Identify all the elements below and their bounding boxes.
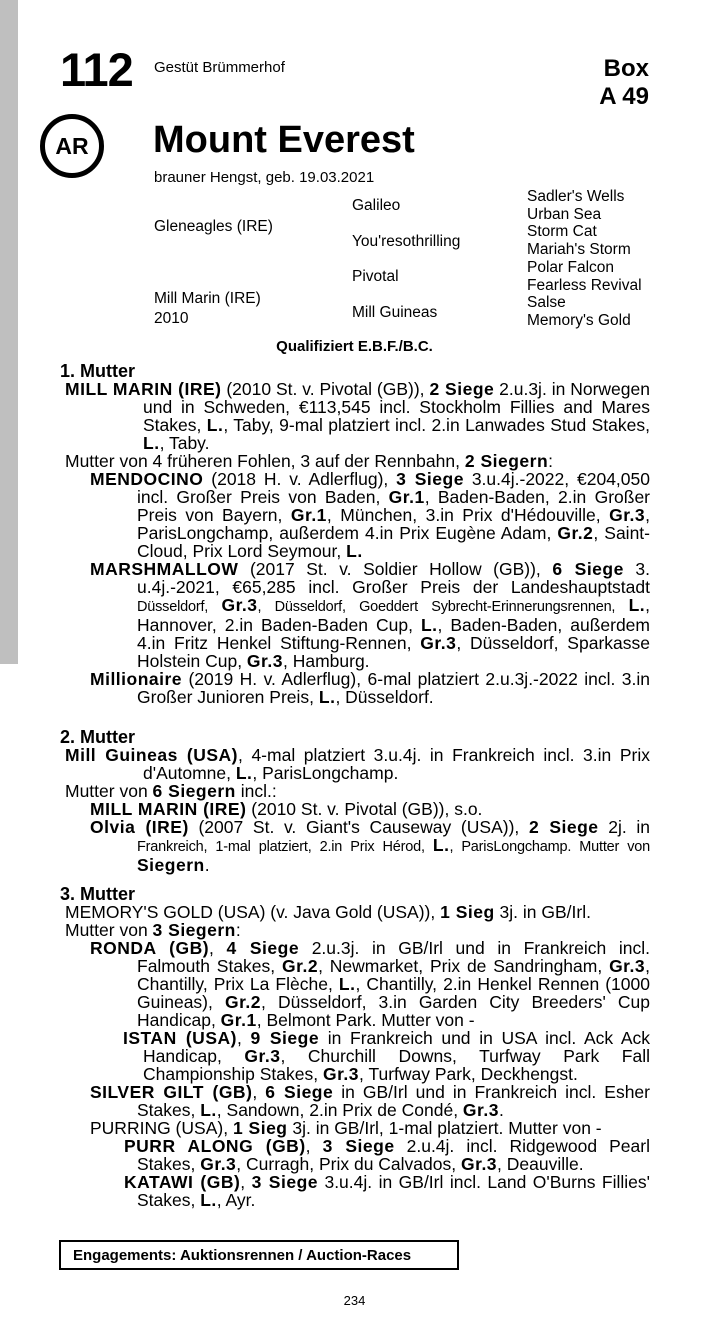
text: , Düsseldorf, Goeddert Sybrecht-Erinnerungsrennen, xyxy=(257,599,629,615)
text: 2.u.4j. incl. Ridgewood Pearl Stakes, xyxy=(137,1136,650,1174)
group-marker: Gr.3 xyxy=(322,1064,360,1084)
winners-count: 6 Siegern xyxy=(152,781,236,801)
group-marker: Gr.3 xyxy=(420,633,457,653)
box-info xyxy=(599,55,649,111)
offspring-name: PURR ALONG (GB) xyxy=(124,1136,306,1156)
lot-number: 112 xyxy=(60,43,133,96)
text: in GB/Irl und in Frankreich incl. Esher Stakes, xyxy=(137,1082,650,1120)
group-marker: Gr.3 xyxy=(244,1046,281,1066)
second-dam-name: Mill Guineas (USA) xyxy=(65,745,238,765)
wins: 3 Siege xyxy=(322,1136,395,1156)
first-dam-name: MILL MARIN (IRE) xyxy=(65,379,222,399)
wins: 3 Siege xyxy=(396,469,464,489)
text: : xyxy=(548,451,554,471)
listed-marker: L. xyxy=(628,595,646,615)
pedigree-gen2-4: Mill Guineas xyxy=(352,304,438,321)
text: , Hamburg. xyxy=(282,651,370,671)
text: , Ayr. xyxy=(216,1190,256,1210)
offspring-olvia xyxy=(60,818,650,874)
text: , Baden-Baden, außerdem 4.in Fritz Henkel Stiftung-Rennen, xyxy=(137,615,650,653)
text: 2j. in xyxy=(598,817,650,837)
text: , Taby. xyxy=(159,433,210,453)
text: MEMORY'S GOLD (USA) (v. Java Gold (USA)), xyxy=(65,902,441,922)
ar-badge: AR xyxy=(40,114,104,178)
text: , Chantilly, Prix La Flèche, xyxy=(137,956,650,994)
text: Mutter von 4 früheren Fohlen, 3 auf der Rennbahn, xyxy=(65,451,465,471)
third-dam-title: 3. Mutter xyxy=(60,884,136,904)
second-dam-section xyxy=(60,728,650,874)
text: , Curragh, Prix du Calvados, xyxy=(236,1154,461,1174)
text: 3. u.4j.-2021, €65,285 incl. Großer Preis der Landeshauptstadt xyxy=(137,559,650,597)
listed-marker: L. xyxy=(432,835,450,855)
wins: 9 Siege xyxy=(250,1028,320,1048)
offspring-name: ISTAN (USA) xyxy=(123,1028,237,1048)
third-dam-produce xyxy=(60,921,650,939)
group-marker: Gr.3 xyxy=(609,505,646,525)
offspring-name: MILL MARIN (IRE) xyxy=(90,799,247,819)
offspring-katawi xyxy=(60,1173,650,1209)
offspring-purr-along xyxy=(60,1137,650,1173)
offspring-name: MENDOCINO xyxy=(90,469,204,489)
listed-marker: L. xyxy=(235,763,253,783)
wins: 6 Siege xyxy=(552,559,624,579)
group-marker: Gr.3 xyxy=(221,595,258,615)
pedigree-gen3-8: Memory's Gold xyxy=(527,312,631,329)
pedigree-dam: Mill Marin (IRE) xyxy=(154,290,261,307)
wins: 4 Siege xyxy=(226,938,300,958)
wins: 3 Siege xyxy=(251,1172,318,1192)
engagements-box: Engagements: Auktionsrennen / Auction-Races xyxy=(59,1240,459,1270)
third-dam-entry xyxy=(60,903,650,921)
text: (2017 St. v. Soldier Hollow (GB)), xyxy=(238,559,553,579)
box-number: A 49 xyxy=(599,83,649,110)
listed-marker: L. xyxy=(206,415,224,435)
text: Mutter von xyxy=(65,920,153,940)
pedigree-gen3-3: Storm Cat xyxy=(527,223,597,240)
text: , Newmarket, Prix de Sandringham, xyxy=(318,956,610,976)
listed-marker: L. xyxy=(318,687,336,707)
box-label: Box xyxy=(603,55,649,82)
wins: 2 Siege xyxy=(429,379,495,399)
listed-marker: L. xyxy=(200,1190,217,1210)
text: (2010 St. v. Pivotal (GB)), xyxy=(221,379,430,399)
text: . xyxy=(498,1100,504,1120)
offspring-marshmallow xyxy=(60,560,650,670)
pedigree-gen3-1: Sadler's Wells xyxy=(527,188,625,205)
offspring-name: KATAWI (GB) xyxy=(124,1172,241,1192)
text: , Düsseldorf, Sparkasse Holstein Cup, xyxy=(137,633,650,671)
group-marker: Gr.2 xyxy=(282,956,319,976)
text: Frankreich, 1-mal platziert, 2.in Prix Hérod, xyxy=(137,839,433,855)
group-marker: Gr.3 xyxy=(609,956,646,976)
text: 3.u.4j.-2022, €204,050 incl. Großer Preis von Baden, xyxy=(137,469,650,507)
second-dam-produce xyxy=(60,782,650,800)
text: , Düsseldorf. xyxy=(335,687,434,707)
text: PURRING (USA), xyxy=(90,1118,233,1138)
text: , Saint-Cloud, Prix Lord Seymour, xyxy=(137,523,650,561)
wins: 2 Siege xyxy=(528,817,599,837)
pedigree-gen3-4: Mariah's Storm xyxy=(527,241,631,258)
text: , Belmont Park. Mutter von - xyxy=(256,1010,475,1030)
group-marker: Gr.2 xyxy=(224,992,262,1012)
listed-marker: L. xyxy=(338,974,356,994)
pedigree-sire: Gleneagles (IRE) xyxy=(154,218,273,235)
listed-marker: L. xyxy=(346,541,363,561)
text: , xyxy=(236,1028,251,1048)
first-dam-section xyxy=(60,362,650,706)
offspring-name: SILVER GILT (GB) xyxy=(90,1082,253,1102)
group-marker: Gr.1 xyxy=(220,1010,257,1030)
text: , München, 3.in Prix d'Hédouville, xyxy=(326,505,610,525)
offspring-millionaire xyxy=(60,670,650,706)
first-dam-entry xyxy=(60,380,650,452)
text: 3j. in GB/Irl. xyxy=(494,902,591,922)
first-dam-title: 1. Mutter xyxy=(60,361,136,381)
text: , Deauville. xyxy=(497,1154,584,1174)
pedigree-gen2-1: Galileo xyxy=(352,197,401,214)
text: 2.u.3j. in GB/Irl und in Frankreich incl. Falmouth Stakes, xyxy=(137,938,650,976)
text: Düsseldorf, xyxy=(137,599,222,615)
text: , Sandown, 2.in Prix de Condé, xyxy=(216,1100,463,1120)
offspring-mendocino xyxy=(60,470,650,560)
page-edge-tab xyxy=(0,0,18,664)
text: in Frankreich und in USA incl. Ack Ack Handicap, xyxy=(143,1028,650,1066)
winners-count: 3 Siegern xyxy=(152,920,236,940)
group-marker: Gr.1 xyxy=(388,487,425,507)
wins: 1 Sieg xyxy=(440,902,495,922)
offspring-name: MARSHMALLOW xyxy=(90,559,239,579)
offspring-purring xyxy=(60,1119,650,1137)
text: , ParisLongchamp. xyxy=(252,763,399,783)
pedigree-gen2-3: Pivotal xyxy=(352,268,399,285)
text: , ParisLongchamp, außerdem 4.in Prix Eugène Adam, xyxy=(137,505,651,543)
offspring-istan xyxy=(60,1029,650,1083)
group-marker: Gr.2 xyxy=(557,523,594,543)
group-marker: Gr.3 xyxy=(462,1100,499,1120)
text: Mutter von xyxy=(65,781,153,801)
text: , Chantilly, 2.in Henkel Rennen (1000 Guineas), xyxy=(137,974,650,1012)
offspring-ronda xyxy=(60,939,650,1029)
page-number: 234 xyxy=(343,1293,366,1308)
group-marker: Gr.3 xyxy=(200,1154,237,1174)
text: Mutter von xyxy=(571,839,650,855)
second-dam-entry xyxy=(60,746,650,782)
pedigree-dam-year: 2010 xyxy=(154,310,189,327)
text: (2010 St. v. Pivotal (GB)), s.o. xyxy=(246,799,483,819)
pedigree-gen2-2: You'resothrilling xyxy=(352,233,461,250)
offspring-mill-marin xyxy=(60,800,650,818)
offspring-name: Millionaire xyxy=(90,669,183,689)
wins: 6 Siege xyxy=(265,1082,334,1102)
text: , Taby, 9-mal platziert incl. 2.in Lanwades Stud Stakes, xyxy=(223,415,650,435)
group-marker: Gr.1 xyxy=(290,505,327,525)
breeder-name: Gestüt Brümmerhof xyxy=(154,59,285,76)
listed-marker: L. xyxy=(143,433,160,453)
winners-marker: Siegern xyxy=(137,855,205,875)
text: , xyxy=(252,1082,266,1102)
horse-description: brauner Hengst, geb. 19.03.2021 xyxy=(154,169,375,186)
text: , Turfway Park, Deckhengst. xyxy=(359,1064,578,1084)
text: , Churchill Downs, Turfway Park Fall Championship Stakes, xyxy=(143,1046,650,1084)
text: (2018 H. v. Adlerflug), xyxy=(203,469,397,489)
text: : xyxy=(235,920,241,940)
pedigree-gen3-7: Salse xyxy=(527,294,566,311)
winners-count: 2 Siegern xyxy=(464,451,549,471)
pedigree-gen3-5: Polar Falcon xyxy=(527,259,615,276)
offspring-name: RONDA (GB) xyxy=(90,938,210,958)
text: incl.: xyxy=(235,781,277,801)
text: , Baden-Baden, 2.in Großer Preis von Bayern, xyxy=(137,487,650,525)
text: , 4-mal platziert 3.u.4j. in Frankreich incl. 3.in Prix d'Automne, xyxy=(143,745,650,783)
horse-name: Mount Everest xyxy=(153,119,415,161)
listed-marker: L. xyxy=(200,1100,217,1120)
text: , xyxy=(209,938,227,958)
pedigree-gen3-2: Urban Sea xyxy=(527,206,602,223)
offspring-name: Olvia (IRE) xyxy=(90,817,189,837)
pedigree-gen3-6: Fearless Revival xyxy=(527,277,642,294)
second-dam-title: 2. Mutter xyxy=(60,727,136,747)
text: . xyxy=(204,855,210,875)
text: 3j. in GB/Irl, 1-mal platziert. Mutter von - xyxy=(287,1118,602,1138)
listed-marker: L. xyxy=(420,615,438,635)
text: (2007 St. v. Giant's Causeway (USA)), xyxy=(188,817,529,837)
third-dam-section xyxy=(60,885,650,1209)
text: 3.u.4j. in GB/Irl incl. Land O'Burns Fillies' Stakes, xyxy=(137,1172,650,1210)
offspring-silver-gilt xyxy=(60,1083,650,1119)
group-marker: Gr.3 xyxy=(460,1154,498,1174)
first-dam-produce xyxy=(60,452,650,470)
text: , Düsseldorf, 3.in Garden City Breeders' Cup Handicap, xyxy=(137,992,650,1030)
qualification: Qualifiziert E.B.F./B.C. xyxy=(276,338,433,355)
text: , ParisLongchamp. xyxy=(449,839,572,855)
text: , xyxy=(305,1136,323,1156)
group-marker: Gr.3 xyxy=(246,651,283,671)
text: , Hannover, 2.in Baden-Baden Cup, xyxy=(137,595,651,635)
text: , xyxy=(240,1172,252,1192)
text: (2019 H. v. Adlerflug), 6-mal platziert 2.u.3j.-2022 incl. 3.in Großer Junioren Preis, xyxy=(137,669,650,707)
wins: 1 Sieg xyxy=(232,1118,288,1138)
text: 2.u.3j. in Norwegen und in Schweden, €113,545 incl. Stockholm Fillies and Mares Stakes, xyxy=(143,379,650,435)
